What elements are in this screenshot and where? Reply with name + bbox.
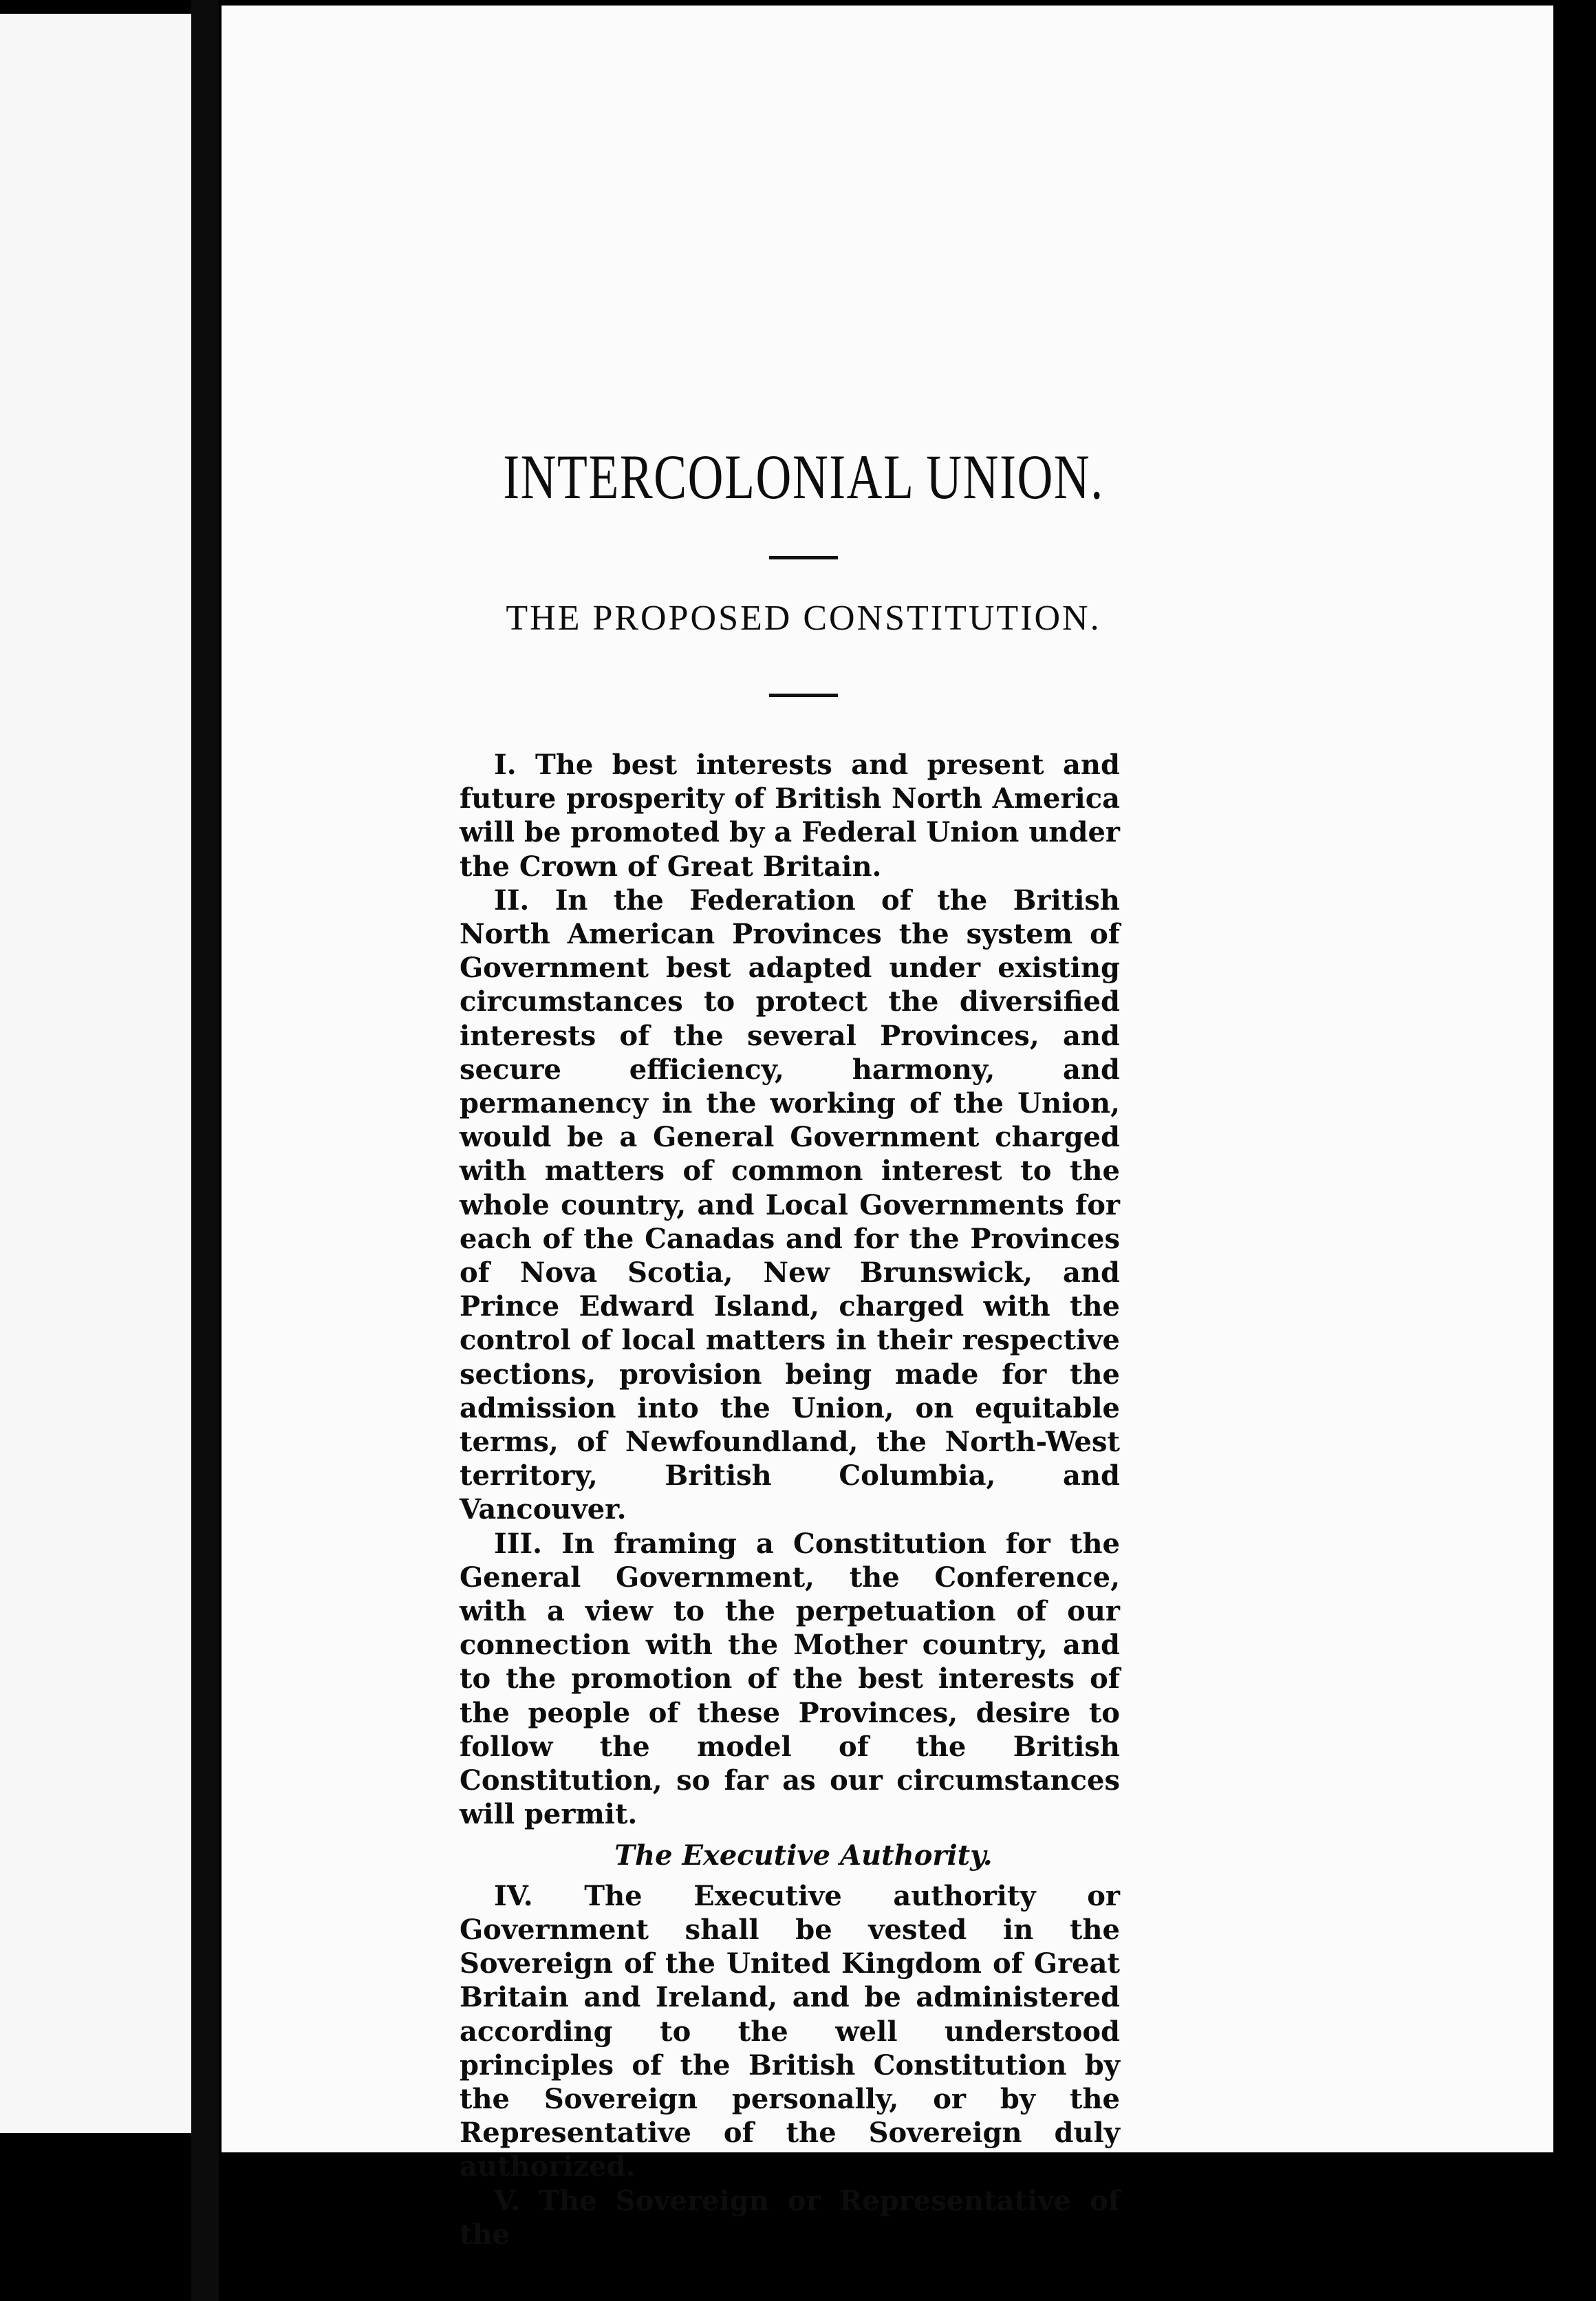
paragraph-text: In the Federation of the British North American Provinces the system of Government best adapted under existing circumstances to protect the diversified interests of the several Provinces, and secure efficiency, harmony, and permanency in the working of the Union, would be a General Government charged with matters of common interest to the whole country, and Local Governments for each of the Canadas and for the Provinces of Nova Scotia, New Brunswick, and Prince Edward Island, charged with the control of local matters in their respective sections, provision being made for the admission into the Union, on equitable terms, of Newfoundland, the North-West territory, British Columbia, and Vancouver. [460,884,1120,1526]
paragraph-text: In framing a Constitution for the General Government, the Conference, with a view to the perpetuation of our connection with the Mother country, and to the promotion of the best interests of the people of these Provinces, desire to follow the model of the British Constitution, so far as our circumstances will permit. [460,1527,1120,1831]
book-spine [191,0,219,2301]
paragraph-text: The best interests and present and future prosperity of British North America will be promoted by a Federal Union under the Crown of Great Britain. [460,749,1120,883]
section-heading: The Executive Authority. [614,1839,993,1872]
body-text [460,748,1120,2251]
document-title: INTERCOLONIAL UNION. [503,442,1104,512]
page-content [349,440,1258,2251]
paragraph-4 [460,1879,1120,2184]
paragraph-2 [460,884,1120,1527]
paragraph-number: V. [494,2184,520,2217]
paragraph-number: I. [494,749,517,781]
paragraph-number: II. [494,884,530,917]
document-subtitle: THE PROPOSED CONSTITUTION. [506,599,1101,638]
subtitle-divider [769,694,838,697]
title-divider [769,556,838,559]
paragraph-3 [460,1527,1120,1832]
paragraph-text: The Sovereign or Representative of the [460,2184,1120,2251]
facing-page-edge [0,14,191,2133]
paragraph-number: IV. [494,1879,533,1912]
paragraph-5 [460,2184,1120,2251]
paragraph-text: The Executive authority or Government shall be vested in the Sovereign of the United Kingdom of Great Britain and Ireland, and be administered according to the well understood principles of the British Constitution by the Sovereign personally, or by the Representative of the Sovereign duly authorized. [460,1879,1120,2183]
paragraph-1 [460,748,1120,884]
paragraph-number: III. [494,1527,543,1560]
